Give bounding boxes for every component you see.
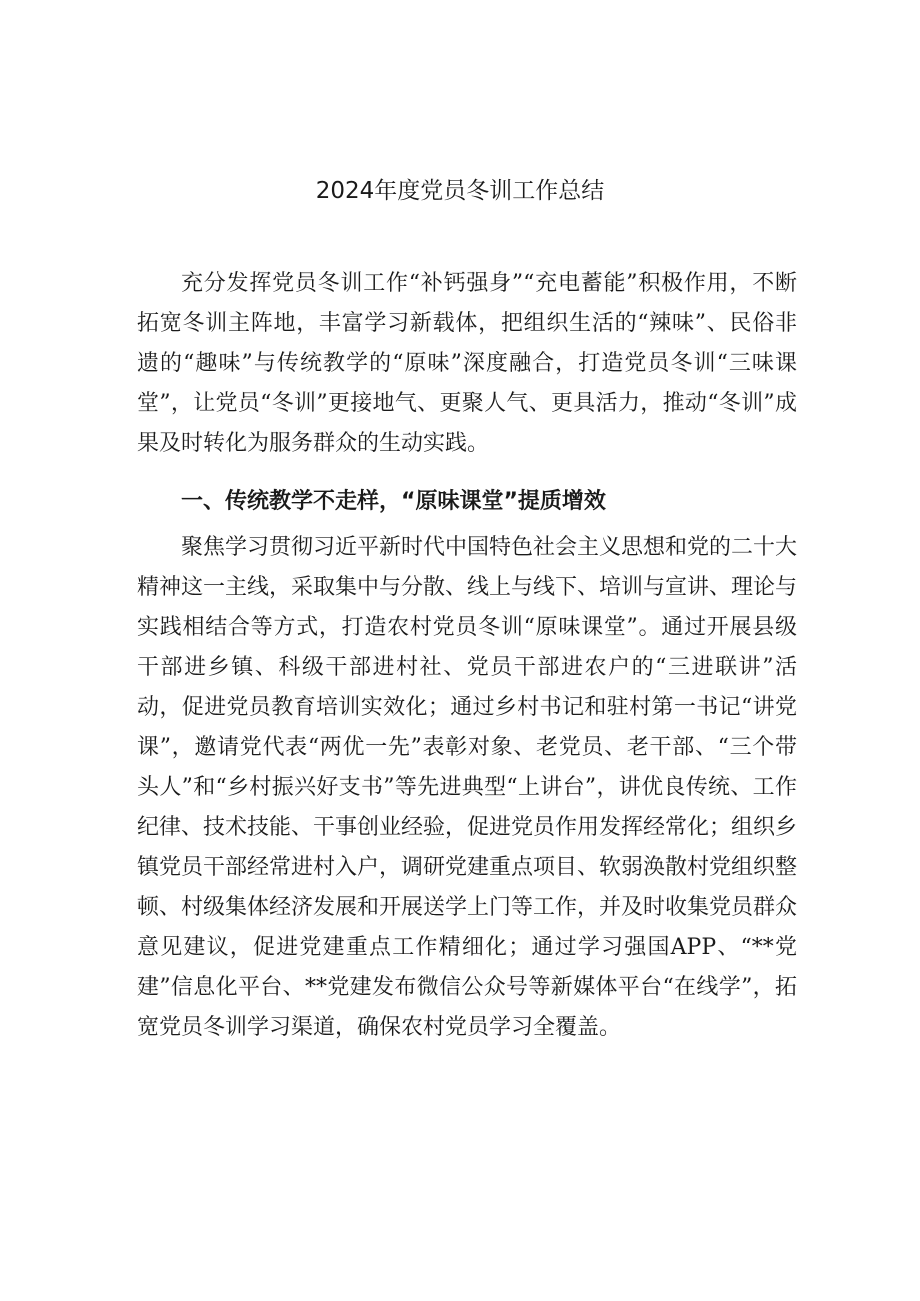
section-body-paragraph: 聚焦学习贯彻习近平新时代中国特色社会主义思想和党的二十大精神这一主线，采取集中与分散、线上与线下、培训与宣讲、理论与实践相结合等方式，打造农村党员冬训“原味课堂”。通过开展县级干部进乡镇、科级干部进村社、党员干部进农户的“三进联讲”活动，促进党员教育培训实效化；通过乡村书记和驻村第一书记“讲党课”，邀请党代表“两优一先”表彰对象、老党员、老干部、“三个带头人”和“乡村振兴好支书”等先进典型“上讲台”，讲优良传统、工作纪律、技术技能、干事创业经验，促进党员作用发挥经常化；组织乡镇党员干部经常进村入户，调研党建重点项目、软弱涣散村党组织整顿、村级集体经济发展和开展送学上门等工作，并及时收集党员群众意见建议，促进党建重点工作精细化；通过学习强国APP、“**党建”信息化平台、**党建发布微信公众号等新媒体平台“在线学”，拓宽党员冬训学习渠道，确保农村党员学习全覆盖。 — [137, 535, 798, 1040]
document-title: 2024年度党员冬训工作总结 — [315, 178, 605, 204]
section-heading: 一、传统教学不走样，“原味课堂”提质增效 — [181, 489, 606, 514]
intro-paragraph: 充分发挥党员冬训工作“补钙强身”“充电蓄能”积极作用，不断拓宽冬训主阵地，丰富学习新载体，把组织生活的“辣味”、民俗非遗的“趣味”与传统教学的“原味”深度融合，打造党员冬训“三味课堂”，让党员“冬训”更接地气、更聚人气、更具活力，推动“冬训”成果及时转化为服务群众的生动实践。 — [137, 271, 797, 456]
